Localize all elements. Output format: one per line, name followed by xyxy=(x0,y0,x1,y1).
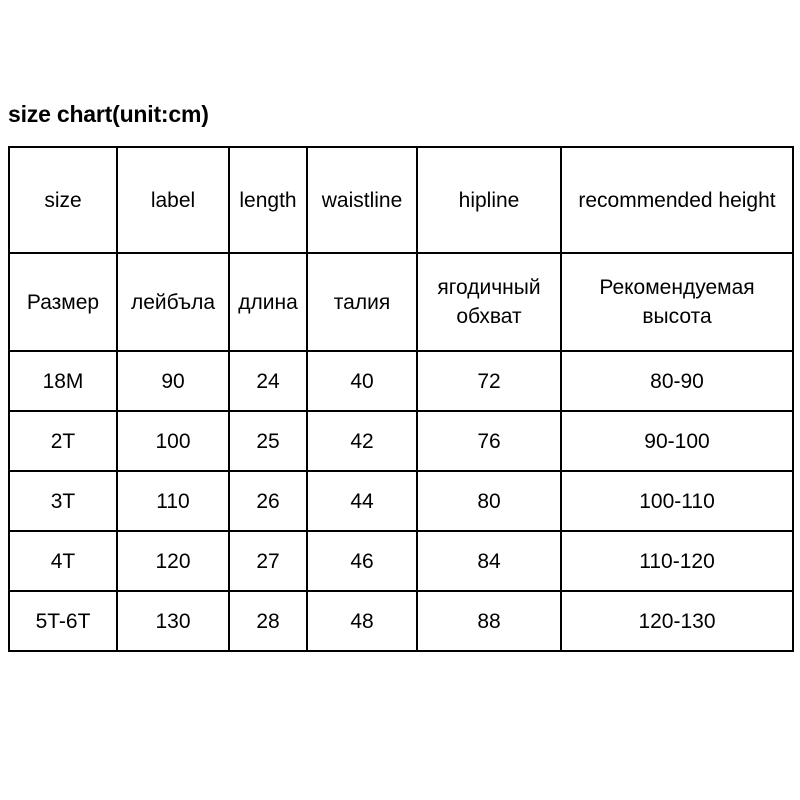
table-row xyxy=(9,411,793,471)
column-header-waistline-ru: талия xyxy=(307,253,417,351)
cell-recommended-height: 90-100 xyxy=(561,411,793,471)
column-header-waistline-en: waistline xyxy=(307,147,417,253)
cell-label: 120 xyxy=(117,531,229,591)
cell-length: 28 xyxy=(229,591,307,651)
cell-length: 27 xyxy=(229,531,307,591)
cell-label: 130 xyxy=(117,591,229,651)
cell-hipline: 80 xyxy=(417,471,561,531)
page-title: size chart(unit:cm) xyxy=(8,101,209,127)
cell-recommended-height: 100-110 xyxy=(561,471,793,531)
cell-recommended-height: 120-130 xyxy=(561,591,793,651)
table-row xyxy=(9,471,793,531)
cell-waistline: 46 xyxy=(307,531,417,591)
cell-size: 18M xyxy=(9,351,117,411)
cell-hipline: 72 xyxy=(417,351,561,411)
column-header-length-en: length xyxy=(229,147,307,253)
cell-label: 90 xyxy=(117,351,229,411)
cell-recommended-height: 110-120 xyxy=(561,531,793,591)
column-header-recommended-height-en: recommended height xyxy=(561,147,793,253)
table-header-row-ru xyxy=(9,253,793,351)
cell-label: 110 xyxy=(117,471,229,531)
cell-length: 26 xyxy=(229,471,307,531)
cell-length: 25 xyxy=(229,411,307,471)
size-chart-table-wrapper xyxy=(8,146,792,652)
column-header-size-ru: Размер xyxy=(9,253,117,351)
column-header-recommended-height-ru: Рекомендуемая высота xyxy=(561,253,793,351)
cell-length: 24 xyxy=(229,351,307,411)
column-header-label-ru: лейбъла xyxy=(117,253,229,351)
cell-size: 4T xyxy=(9,531,117,591)
column-header-label-en: label xyxy=(117,147,229,253)
column-header-length-ru: длина xyxy=(229,253,307,351)
table-row xyxy=(9,531,793,591)
cell-waistline: 44 xyxy=(307,471,417,531)
cell-recommended-height: 80-90 xyxy=(561,351,793,411)
cell-waistline: 48 xyxy=(307,591,417,651)
cell-size: 2T xyxy=(9,411,117,471)
cell-hipline: 88 xyxy=(417,591,561,651)
cell-size: 3T xyxy=(9,471,117,531)
table-row xyxy=(9,351,793,411)
table-header-row-en xyxy=(9,147,793,253)
cell-label: 100 xyxy=(117,411,229,471)
cell-size: 5T-6T xyxy=(9,591,117,651)
column-header-size-en: size xyxy=(9,147,117,253)
column-header-hipline-ru: ягодичный обхват xyxy=(417,253,561,351)
cell-waistline: 40 xyxy=(307,351,417,411)
table-row xyxy=(9,591,793,651)
cell-hipline: 84 xyxy=(417,531,561,591)
cell-waistline: 42 xyxy=(307,411,417,471)
column-header-hipline-en: hipline xyxy=(417,147,561,253)
size-chart-table xyxy=(8,146,794,652)
cell-hipline: 76 xyxy=(417,411,561,471)
